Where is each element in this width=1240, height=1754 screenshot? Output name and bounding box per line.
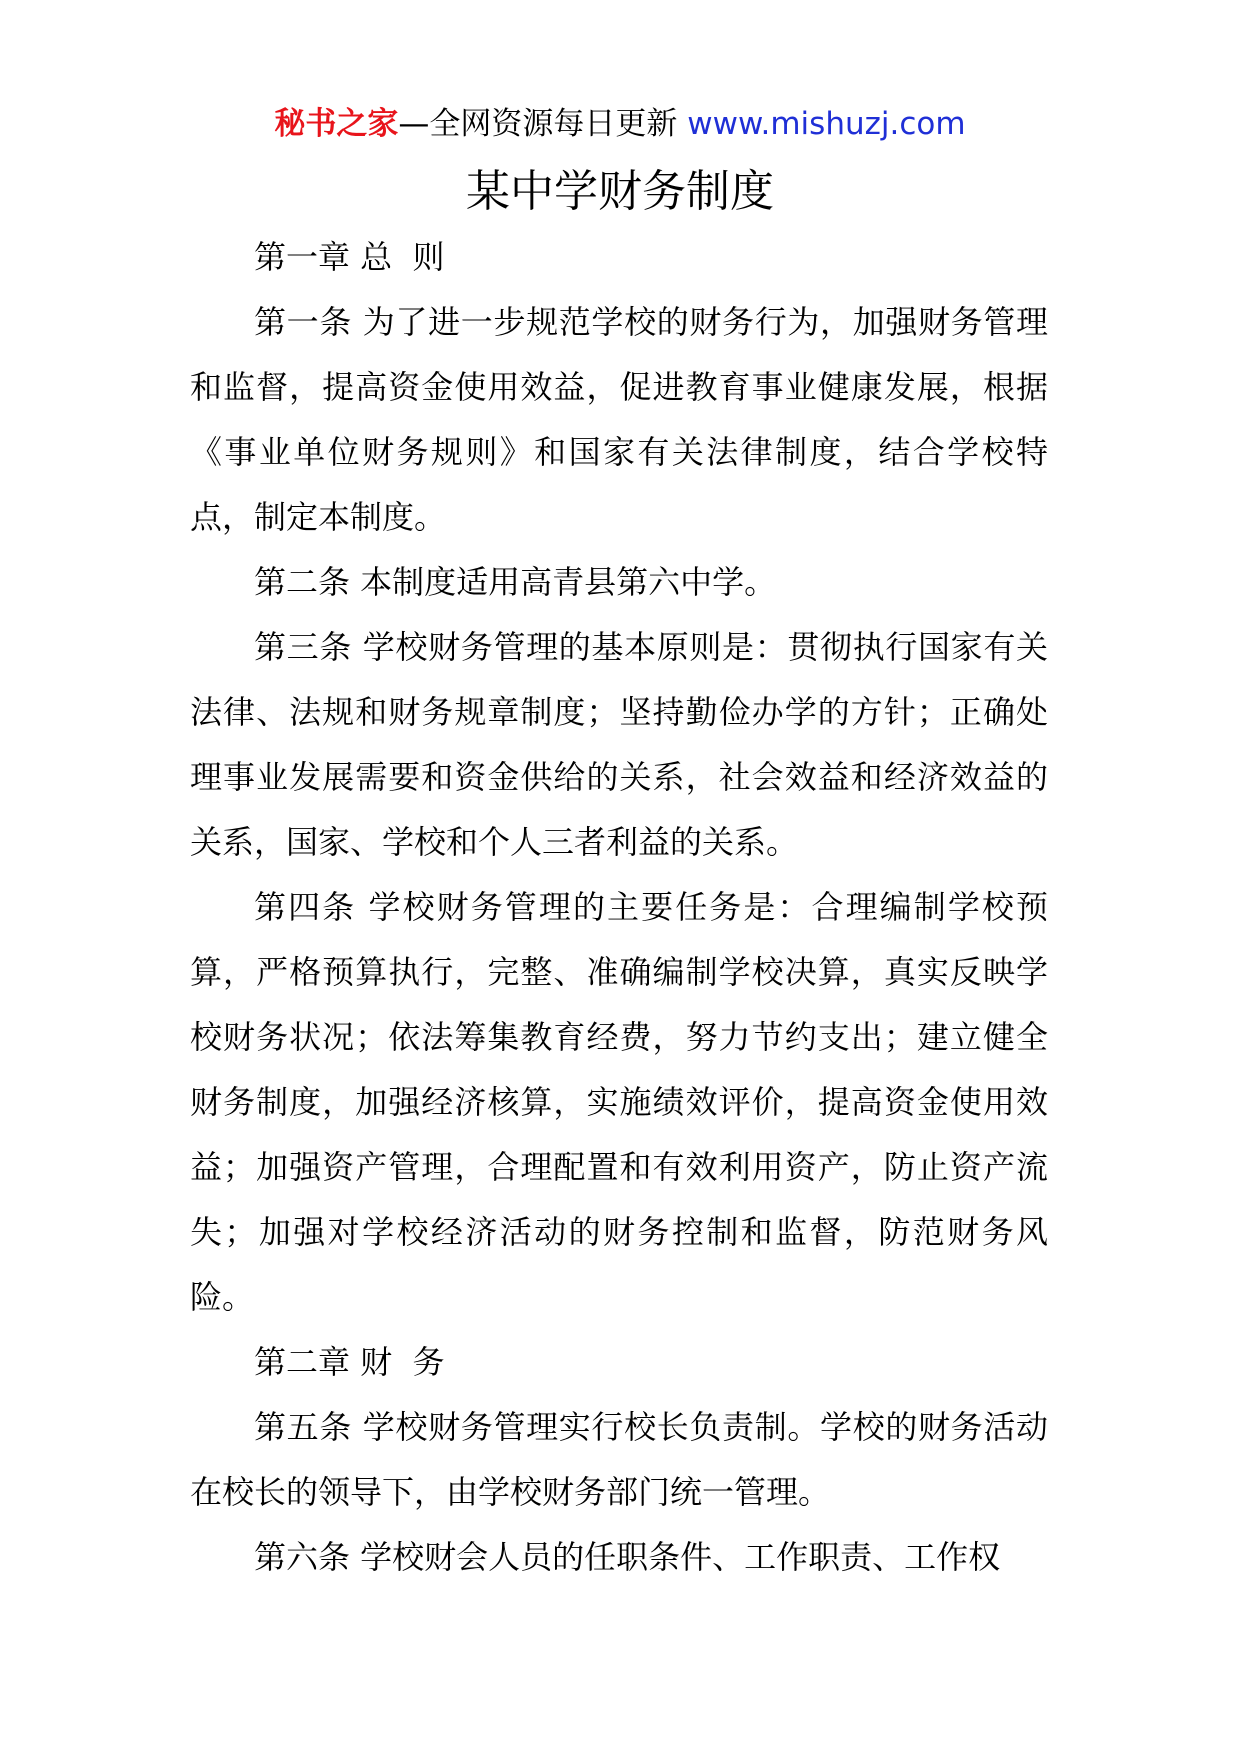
header-slogan: —全网资源每日更新 (398, 106, 678, 142)
article-5: 第五条 学校财务管理实行校长负责制。学校的财务活动在校长的领导下，由学校财务部门统一管理。 (190, 1408, 1048, 1511)
article-2: 第二条 本制度适用高青县第六中学。 (254, 563, 777, 601)
chapter-heading-2: 第二章 财 务 (254, 1343, 445, 1381)
chapter-heading-1: 第一章 总 则 (254, 238, 445, 276)
article-1: 第一条 为了进一步规范学校的财务行为，加强财务管理和监督，提高资金使用效益，促进教育事业健康发展，根据《事业单位财务规则》和国家有关法律制度，结合学校特点，制定本制度。 (190, 303, 1048, 536)
header-brand: 秘书之家 (274, 106, 399, 142)
site-header (0, 100, 1240, 148)
article-4: 第四条 学校财务管理的主要任务是：合理编制学校预算，严格预算执行，完整、准确编制学校决算，真实反映学校财务状况；依法筹集教育经费，努力节约支出；建立健全财务制度，加强经济核算，实施绩效评价，提高资金使用效益；加强资产管理，合理配置和有效利用资产，防止资产流失；加强对学校经济活动的财务控制和监督，防范财务风险。 (190, 888, 1048, 1316)
document-title: 某中学财务制度 (466, 166, 774, 217)
article-6: 第六条 学校财会人员的任职条件、工作职责、工作权 (254, 1538, 1001, 1576)
article-3: 第三条 学校财务管理的基本原则是：贯彻执行国家有关法律、法规和财务规章制度；坚持勤俭办学的方针；正确处理事业发展需要和资金供给的关系，社会效益和经济效益的关系，国家、学校和个人三者利益的关系。 (190, 628, 1048, 861)
document-body (190, 225, 1048, 1590)
header-url-link[interactable]: www.mishuzj.com (687, 106, 966, 142)
